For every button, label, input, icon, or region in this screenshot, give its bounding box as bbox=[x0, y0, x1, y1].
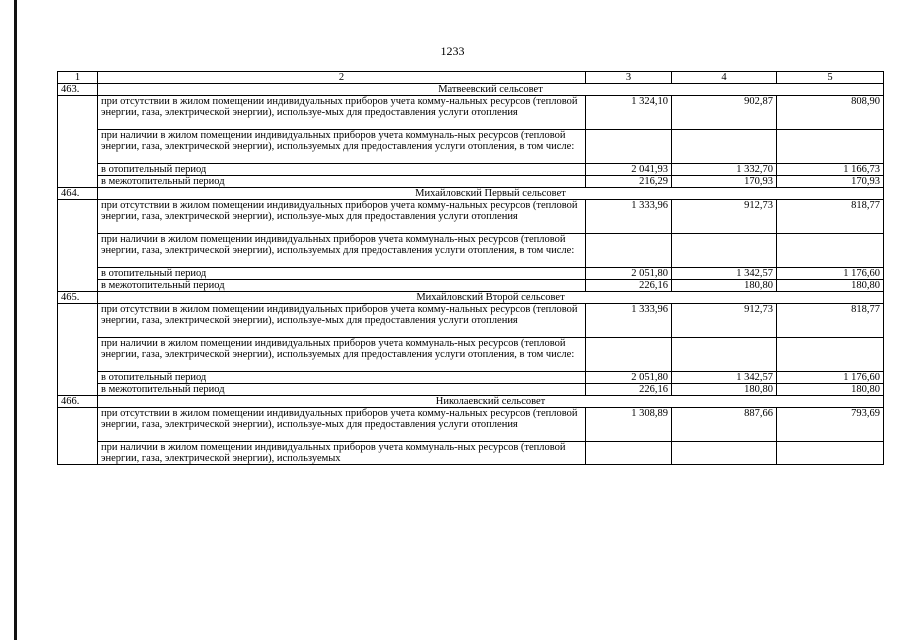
section-row bbox=[58, 396, 884, 408]
table-row bbox=[58, 96, 884, 130]
value-col-5: 818,77 bbox=[777, 304, 884, 338]
header-col-4: 4 bbox=[672, 72, 777, 84]
value-col-4: 1 342,57 bbox=[672, 268, 777, 280]
table-row bbox=[58, 384, 884, 396]
value-col-5: 170,93 bbox=[777, 176, 884, 188]
value-col-5: 180,80 bbox=[777, 280, 884, 292]
header-col-5: 5 bbox=[777, 72, 884, 84]
tariff-table bbox=[57, 71, 884, 465]
row-label: в отопительный период bbox=[98, 268, 586, 280]
row-label: в межотопительный период bbox=[98, 176, 586, 188]
header-row bbox=[58, 72, 884, 84]
value-col-3: 226,16 bbox=[586, 280, 672, 292]
value-col-4: 180,80 bbox=[672, 384, 777, 396]
header-col-2: 2 bbox=[98, 72, 586, 84]
value-col-4: 1 332,70 bbox=[672, 164, 777, 176]
section-row bbox=[58, 188, 884, 200]
value-col-4: 887,66 bbox=[672, 408, 777, 442]
value-col-3: 1 333,96 bbox=[586, 200, 672, 234]
scan-edge-line bbox=[14, 0, 17, 640]
section-row bbox=[58, 292, 884, 304]
empty-cell bbox=[777, 234, 884, 268]
row-description: при отсутствии в жилом помещении индивидуальных приборов учета комму-нальных ресурсов (тепловой энергии, газа, электрической энергии), используе-мых для предоставления услуги отопления bbox=[98, 408, 586, 442]
value-col-5: 1 166,73 bbox=[777, 164, 884, 176]
empty-cell bbox=[586, 442, 672, 465]
table-row bbox=[58, 200, 884, 234]
table-row bbox=[58, 268, 884, 280]
empty-cell bbox=[586, 234, 672, 268]
page-number: 1233 bbox=[440, 44, 465, 58]
empty-cell bbox=[586, 338, 672, 372]
value-col-3: 2 051,80 bbox=[586, 268, 672, 280]
table-row bbox=[58, 164, 884, 176]
section-title: Михайловский Первый сельсовет bbox=[98, 188, 884, 200]
section-title: Михайловский Второй сельсовет bbox=[98, 292, 884, 304]
value-col-5: 818,77 bbox=[777, 200, 884, 234]
value-col-3: 2 041,93 bbox=[586, 164, 672, 176]
section-number: 464. bbox=[58, 188, 98, 200]
section-number: 465. bbox=[58, 292, 98, 304]
value-col-3: 2 051,80 bbox=[586, 372, 672, 384]
row-label: в отопительный период bbox=[98, 372, 586, 384]
value-col-5: 793,69 bbox=[777, 408, 884, 442]
empty-cell bbox=[777, 130, 884, 164]
value-col-4: 180,80 bbox=[672, 280, 777, 292]
row-description: при наличии в жилом помещении индивидуальных приборов учета коммуналь-ных ресурсов (тепловой энергии, газа, электрической энергии), используемых для предоставления услуги отопления, в том числе: bbox=[98, 338, 586, 372]
row-description: при наличии в жилом помещении индивидуальных приборов учета коммуналь-ных ресурсов (тепловой энергии, газа, электрической энергии), используемых для предоставления услуги отопления, в том числе: bbox=[98, 130, 586, 164]
section-title: Матвеевский сельсовет bbox=[98, 84, 884, 96]
empty-cell bbox=[58, 96, 98, 188]
table-row bbox=[58, 304, 884, 338]
table-row bbox=[58, 234, 884, 268]
empty-cell bbox=[672, 234, 777, 268]
row-label: в отопительный период bbox=[98, 164, 586, 176]
empty-cell bbox=[586, 130, 672, 164]
row-label: в межотопительный период bbox=[98, 280, 586, 292]
header-col-1: 1 bbox=[58, 72, 98, 84]
row-description: при наличии в жилом помещении индивидуальных приборов учета коммуналь-ных ресурсов (тепловой энергии, газа, электрической энергии), используемых bbox=[98, 442, 586, 465]
section-number: 463. bbox=[58, 84, 98, 96]
table-row bbox=[58, 338, 884, 372]
empty-cell bbox=[58, 200, 98, 292]
value-col-5: 1 176,60 bbox=[777, 372, 884, 384]
empty-cell bbox=[777, 338, 884, 372]
row-description: при наличии в жилом помещении индивидуальных приборов учета коммуналь-ных ресурсов (тепловой энергии, газа, электрической энергии), используемых для предоставления услуги отопления, в том числе: bbox=[98, 234, 586, 268]
value-col-4: 912,73 bbox=[672, 200, 777, 234]
value-col-5: 1 176,60 bbox=[777, 268, 884, 280]
empty-cell bbox=[777, 442, 884, 465]
table-row bbox=[58, 442, 884, 465]
empty-cell bbox=[58, 304, 98, 396]
value-col-4: 1 342,57 bbox=[672, 372, 777, 384]
value-col-4: 170,93 bbox=[672, 176, 777, 188]
empty-cell bbox=[672, 338, 777, 372]
value-col-3: 216,29 bbox=[586, 176, 672, 188]
section-title: Николаевский сельсовет bbox=[98, 396, 884, 408]
row-description: при отсутствии в жилом помещении индивидуальных приборов учета комму-нальных ресурсов (тепловой энергии, газа, электрической энергии), используе-мых для предоставления услуги отопления bbox=[98, 304, 586, 338]
value-col-3: 226,16 bbox=[586, 384, 672, 396]
table-row bbox=[58, 130, 884, 164]
row-description: при отсутствии в жилом помещении индивидуальных приборов учета комму-нальных ресурсов (тепловой энергии, газа, электрической энергии), используе-мых для предоставления услуги отопления bbox=[98, 200, 586, 234]
table-row bbox=[58, 280, 884, 292]
value-col-5: 180,80 bbox=[777, 384, 884, 396]
empty-cell bbox=[58, 408, 98, 465]
section-row bbox=[58, 84, 884, 96]
row-label: в межотопительный период bbox=[98, 384, 586, 396]
section-number: 466. bbox=[58, 396, 98, 408]
value-col-3: 1 333,96 bbox=[586, 304, 672, 338]
value-col-4: 912,73 bbox=[672, 304, 777, 338]
value-col-4: 902,87 bbox=[672, 96, 777, 130]
table-row bbox=[58, 176, 884, 188]
table-row bbox=[58, 372, 884, 384]
value-col-3: 1 324,10 bbox=[586, 96, 672, 130]
empty-cell bbox=[672, 442, 777, 465]
table-row bbox=[58, 408, 884, 442]
header-col-3: 3 bbox=[586, 72, 672, 84]
value-col-3: 1 308,89 bbox=[586, 408, 672, 442]
row-description: при отсутствии в жилом помещении индивидуальных приборов учета комму-нальных ресурсов (тепловой энергии, газа, электрической энергии), используе-мых для предоставления услуги отопления bbox=[98, 96, 586, 130]
value-col-5: 808,90 bbox=[777, 96, 884, 130]
empty-cell bbox=[672, 130, 777, 164]
